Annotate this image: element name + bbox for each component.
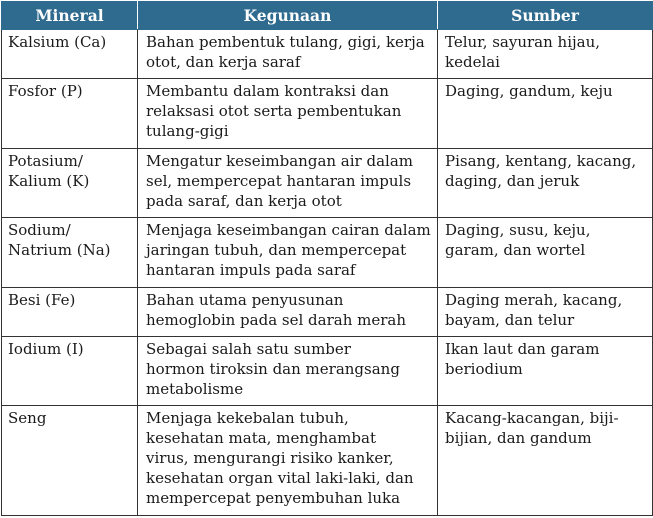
- cell-mineral: Iodium (I): [2, 337, 138, 406]
- cell-sumber: Pisang, kentang, kacang, daging, dan jeruk: [438, 149, 653, 218]
- header-mineral: Mineral: [2, 2, 138, 30]
- cell-mineral: Besi (Fe): [2, 288, 138, 337]
- table-row: [2, 149, 653, 218]
- cell-kegunaan: Menjaga kekebalan tubuh, kesehatan mata, menghambat virus, mengurangi risiko kanker, kesehatan organ vital laki-laki, dan mempercepat penyembuhan luka: [138, 406, 438, 516]
- cell-sumber: Daging, gandum, keju: [438, 79, 653, 149]
- table-row: [2, 79, 653, 149]
- cell-mineral: Seng: [2, 406, 138, 516]
- cell-sumber: Daging merah, kacang, bayam, dan telur: [438, 288, 653, 337]
- cell-kegunaan: Mengatur keseimbangan air dalam sel, mempercepat hantaran impuls pada saraf, dan kerja otot: [138, 149, 438, 218]
- table-row: [2, 30, 653, 79]
- cell-kegunaan: Bahan utama penyusunan hemoglobin pada sel darah merah: [138, 288, 438, 337]
- header-sumber: Sumber: [438, 2, 653, 30]
- cell-kegunaan: Bahan pembentuk tulang, gigi, kerja otot, dan kerja saraf: [138, 30, 438, 79]
- cell-kegunaan: Sebagai salah satu sumber hormon tiroksin dan merangsang metabolisme: [138, 337, 438, 406]
- cell-sumber: Daging, susu, keju, garam, dan wortel: [438, 218, 653, 288]
- table-row: [2, 406, 653, 516]
- cell-sumber: Telur, sayuran hijau, kedelai: [438, 30, 653, 79]
- table-row: [2, 218, 653, 288]
- cell-sumber: Kacang-kacangan, biji- bijian, dan gandum: [438, 406, 653, 516]
- header-kegunaan: Kegunaan: [138, 2, 438, 30]
- cell-kegunaan: Menjaga keseimbangan cairan dalam jaringan tubuh, dan mempercepat hantaran impuls pada saraf: [138, 218, 438, 288]
- table-header-row: [2, 2, 653, 30]
- cell-mineral: Kalsium (Ca): [2, 30, 138, 79]
- cell-sumber: Ikan laut dan garam beriodium: [438, 337, 653, 406]
- table-row: [2, 337, 653, 406]
- mineral-table: [1, 1, 653, 516]
- cell-mineral: Potasium/ Kalium (K): [2, 149, 138, 218]
- cell-mineral: Sodium/ Natrium (Na): [2, 218, 138, 288]
- cell-kegunaan: Membantu dalam kontraksi dan relaksasi otot serta pembentukan tulang-gigi: [138, 79, 438, 149]
- cell-mineral: Fosfor (P): [2, 79, 138, 149]
- table-row: [2, 288, 653, 337]
